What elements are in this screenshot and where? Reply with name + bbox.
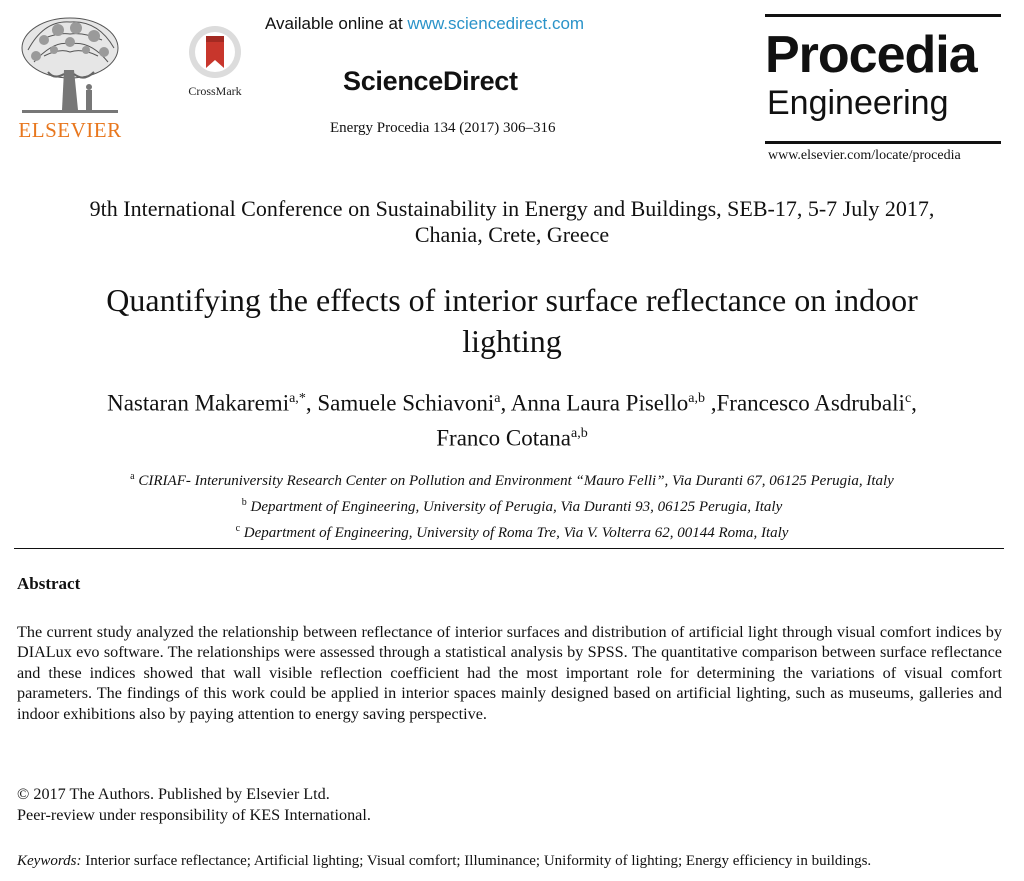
available-prefix: Available online at [265, 14, 408, 33]
journal-brand-box [765, 14, 1001, 144]
author-name: Anna Laura Pisello [510, 390, 689, 416]
journal-brand-line1: Procedia [765, 26, 977, 84]
affiliation-item: $^a$ CIRIAF- Interuniversity Research Center on Pollution and Environment “Mauro Felli”, Via Duranti 67, 06125 Perugia, Italy [130, 471, 894, 489]
keywords-list: Interior surface reflectance; Artificial lighting; Visual comfort; Illuminance; Uniformity of lighting; Energy efficiency in buildings. [81, 853, 872, 869]
author-affiliation-mark: c [904, 391, 912, 406]
author-name: Nastaran Makaremi [107, 390, 290, 416]
conference-line1: 9th International Conference on Sustainability in Energy and Buildings, SEB-17, 5-7 July 2017, [89, 196, 935, 221]
author-affiliation-mark: a,b [688, 391, 705, 406]
author-line2 [0, 419, 1024, 454]
crossmark-badge[interactable] [180, 24, 250, 104]
paper-title-line2: lighting [462, 323, 562, 359]
elsevier-tree-icon [14, 10, 126, 116]
author-affiliation-mark: a,* [289, 391, 306, 406]
crossmark-icon [180, 24, 250, 84]
conference-info [0, 196, 1024, 248]
sciencedirect-wordmark: ScienceDirect [343, 66, 518, 96]
available-online [265, 14, 584, 34]
keywords [17, 851, 871, 871]
copyright-notice: © 2017 The Authors. Published by Elsevier Ltd. [17, 785, 330, 803]
peer-review-notice: Peer-review under responsibility of KES International. [17, 806, 371, 824]
author-line1: Nastaran Makaremi$^{a,*}$, Samuele Schiavoni$^a$, Anna Laura Pisello$^{a,b}$ ,Francesco Asdrubali$^c$, [107, 390, 917, 416]
author-name: Samuele Schiavoni [317, 390, 495, 416]
affiliation-list [0, 466, 1024, 544]
affiliation-item: $^c$ Department of Engineering, University of Roma Tre, Via V. Volterra 62, 00144 Roma, Italy [235, 523, 789, 541]
keywords-label: Keywords: [17, 853, 82, 869]
paper-title [0, 280, 1024, 362]
abstract-body: The current study analyzed the relationship between reflectance of interior surfaces and distribution of artificial light through visual comfort indices by DIALux evo software. The relationships were assessed through a statistical analysis by SPSS. The quantitative comparison between surface reflectance and these indices showed that wall visible reflection coefficient had the most important role for determining the variations of visual comfort parameters. The findings of this work could be applied in interior spaces mainly designed based on artificial lighting, such as museums, galleries and indoor exhibitions also by paying attention to energy saving perspective. [17, 623, 1002, 723]
author-affiliation-mark: a,b [571, 425, 588, 441]
paper-title-line1: Quantifying the effects of interior surface reflectance on indoor [106, 282, 918, 318]
sciencedirect-link[interactable]: www.sciencedirect.com [407, 14, 585, 33]
conference-line2: Chania, Crete, Greece [414, 222, 610, 247]
author-list [0, 384, 1024, 453]
author-name: Francesco Asdrubali [716, 390, 905, 416]
elsevier-logo [14, 10, 126, 142]
section-divider [14, 548, 1004, 549]
author-name: Franco Cotana [436, 425, 572, 451]
journal-url[interactable]: www.elsevier.com/locate/procedia [768, 148, 961, 163]
crossmark-label: CrossMark [188, 84, 242, 98]
author-affiliation-mark: a [494, 391, 501, 406]
abstract-heading: Abstract [17, 574, 81, 593]
journal-brand-line2: Engineering [767, 84, 949, 122]
affiliation-item: $^b$ Department of Engineering, University of Perugia, Via Duranti 93, 06125 Perugia, Italy [241, 497, 783, 515]
journal-citation: Energy Procedia 134 (2017) 306–316 [330, 120, 556, 136]
elsevier-wordmark: ELSEVIER [18, 118, 122, 142]
